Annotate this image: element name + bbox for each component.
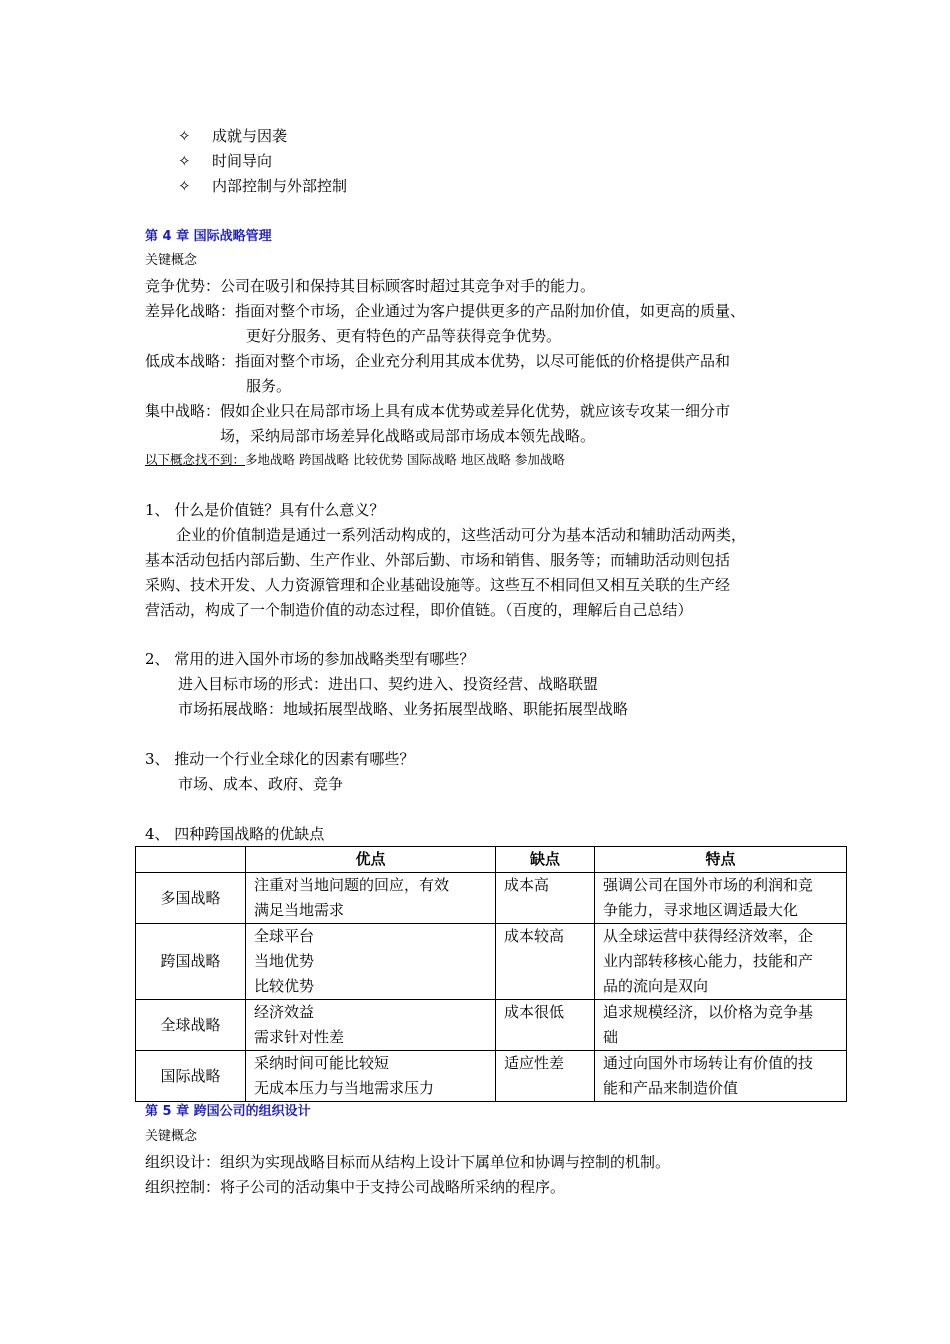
feature-cell: [595, 1051, 847, 1102]
feature-line: 强调公司在国外市场的利润和竞: [603, 876, 814, 894]
definition-text: 更好分服务、更有特色的产品等获得竞争优势。: [246, 327, 562, 345]
strategy-name-cell: 国际战略: [136, 1051, 246, 1102]
pros-line: 采纳时间可能比较短: [254, 1054, 390, 1072]
definition-text: 服务。: [246, 377, 292, 395]
feature-line: 从全球运营中获得经济效率，企: [603, 927, 814, 945]
answer-text: 市场拓展战略：地域拓展型战略、业务拓展型战略、职能拓展型战略: [178, 700, 629, 718]
bullet-item: 内部控制与外部控制: [212, 177, 348, 195]
pros-line: 经济效益: [254, 1003, 315, 1021]
definition-text: 组织控制：将子公司的活动集中于支持公司战略所采纳的程序。: [145, 1178, 566, 1196]
strategy-name-cell: 全球战略: [136, 1000, 246, 1051]
bullet-icon: ✧: [178, 152, 191, 170]
answer-text: 进入目标市场的形式：进出口、契约进入、投资经营、战略联盟: [178, 675, 599, 693]
pros-line: 当地优势: [254, 952, 315, 970]
strategy-name-cell: 多国战略: [136, 873, 246, 924]
definition-text: 集中战略：假如企业只在局部市场上具有成本优势或差异化优势，就应该专攻某一细分市: [145, 402, 731, 420]
definition-text: 差异化战略：指面对整个市场，企业通过为客户提供更多的产品附加价值，如更高的质量、: [145, 302, 746, 320]
bullet-icon: ✧: [178, 177, 191, 195]
pros-line: 全球平台: [254, 927, 315, 945]
table-row: [136, 873, 847, 924]
answer-text: 市场、成本、政府、竞争: [178, 775, 344, 793]
definition-text: 场，采纳局部市场差异化战略或局部市场成本领先战略。: [220, 427, 596, 445]
chapter-heading: 第 4 章 国际战略管理: [145, 229, 272, 244]
pros-line: 注重对当地问题的回应，有效: [254, 876, 450, 894]
cons-cell: 成本较高: [496, 924, 595, 1000]
feature-line: 品的流向是双向: [603, 977, 709, 995]
feature-line: 础: [603, 1028, 619, 1046]
feature-line: 能和产品来制造价值: [603, 1079, 739, 1097]
cons-cell: 适应性差: [496, 1051, 595, 1102]
cons-cell: 成本高: [496, 873, 595, 924]
definition-text: 竞争优势：公司在吸引和保持其目标顾客时超过其竞争对手的能力。: [145, 277, 596, 295]
cons-cell: 成本很低: [496, 1000, 595, 1051]
pros-line: 无成本压力与当地需求压力: [254, 1079, 435, 1097]
strategy-comparison-table: [135, 846, 847, 1102]
bullet-item: 成就与因袭: [212, 127, 288, 145]
definition-text: 低成本战略：指面对整个市场，企业充分利用其成本优势，以尽可能低的价格提供产品和: [145, 352, 731, 370]
question-title: 4、 四种跨国战略的优缺点: [145, 825, 325, 843]
table-row: [136, 924, 847, 1000]
bullet-icon: ✧: [178, 127, 191, 145]
question-title: 1、 什么是价值链？具有什么意义？: [145, 501, 385, 519]
pros-cell: [246, 1051, 496, 1102]
feature-cell: [595, 924, 847, 1000]
pros-line: 需求针对性差: [254, 1028, 345, 1046]
answer-text: 基本活动包括内部后勤、生产作业、外部后勤、市场和销售、服务等；而辅助活动则包括: [145, 551, 731, 569]
table-row: [136, 1051, 847, 1102]
missing-concepts-list: 多地战略 跨国战略 比较优势 国际战略 地区战略 参加战略: [245, 452, 565, 467]
feature-cell: [595, 873, 847, 924]
table-header-cell: [136, 847, 246, 873]
answer-text: 采购、技术开发、人力资源管理和企业基础设施等。这些互不相同但又相互关联的生产经: [145, 576, 731, 594]
pros-cell: [246, 873, 496, 924]
definition-text: 组织设计：组织为实现战略目标而从结构上设计下属单位和协调与控制的机制。: [145, 1153, 671, 1171]
table-header-cell: 特点: [595, 847, 847, 873]
pros-cell: [246, 924, 496, 1000]
table-row: [136, 1000, 847, 1051]
strategy-name-cell: 跨国战略: [136, 924, 246, 1000]
answer-text: 营活动，构成了一个制造价值的动态过程，即价值链。（百度的，理解后自己总结）: [145, 601, 693, 619]
answer-text: 企业的价值制造是通过一系列活动构成的，这些活动可分为基本活动和辅助活动两类，: [176, 526, 747, 544]
missing-concepts-note: [145, 451, 565, 469]
pros-line: 比较优势: [254, 977, 315, 995]
question-title: 2、 常用的进入国外市场的参加战略类型有哪些？: [145, 650, 475, 668]
feature-line: 通过向国外市场转让有价值的技: [603, 1054, 814, 1072]
feature-line: 追求规模经济，以价格为竞争基: [603, 1003, 814, 1021]
table-header-row: [136, 847, 847, 873]
bullet-item: 时间导向: [212, 152, 273, 170]
section-subheading: 关键概念: [145, 1129, 198, 1144]
table-header-cell: 缺点: [496, 847, 595, 873]
missing-concepts-label: 以下概念找不到：: [145, 452, 246, 467]
feature-cell: [595, 1000, 847, 1051]
question-title: 3、 推动一个行业全球化的因素有哪些？: [145, 750, 415, 768]
feature-line: 业内部转移核心能力，技能和产: [603, 952, 814, 970]
pros-cell: [246, 1000, 496, 1051]
pros-line: 满足当地需求: [254, 901, 345, 919]
feature-line: 争能力，寻求地区调适最大化: [603, 901, 799, 919]
chapter-heading: 第 5 章 跨国公司的组织设计: [145, 1104, 311, 1119]
section-subheading: 关键概念: [145, 253, 198, 268]
table-header-cell: 优点: [246, 847, 496, 873]
